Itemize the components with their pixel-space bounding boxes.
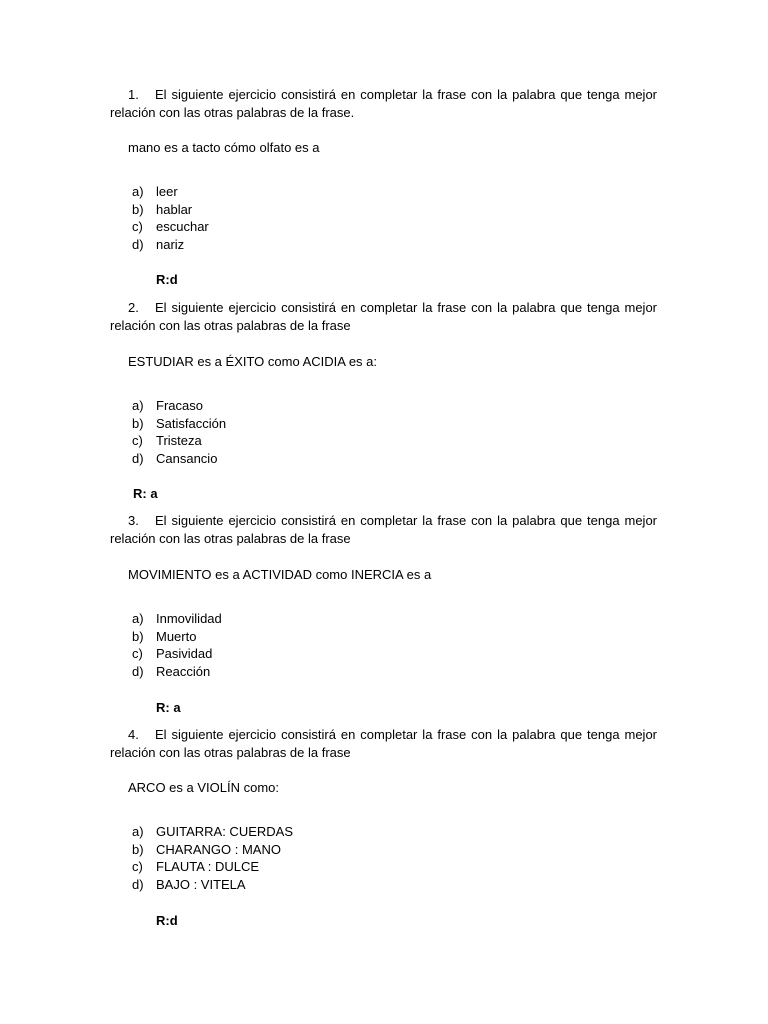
option-letter: a)	[132, 398, 144, 413]
question-1-answer: R:d	[156, 272, 178, 287]
option-text: Inmovilidad	[156, 611, 222, 626]
option-letter: a)	[132, 184, 144, 199]
question-4-answer: R:d	[156, 913, 178, 928]
question-4-stem-line1: El siguiente ejercicio consistirá en completar la frase con la palabra que tenga mejor	[155, 727, 657, 742]
option-letter: b)	[132, 415, 144, 431]
option-text: hablar	[156, 201, 193, 217]
question-1-prompt: mano es a tacto cómo olfato es a	[128, 140, 320, 155]
option-letter: b)	[132, 841, 144, 857]
question-4-stem-line2: relación con las otras palabras de la frase	[110, 744, 351, 760]
option-item	[132, 823, 293, 841]
option-item	[132, 450, 226, 468]
option-item	[132, 183, 209, 201]
question-3-prompt: MOVIMIENTO es a ACTIVIDAD como INERCIA es a	[128, 567, 432, 582]
option-text: Reacción	[156, 663, 211, 679]
question-2-stem	[110, 299, 657, 334]
option-letter: d)	[132, 876, 144, 892]
option-letter: d)	[132, 236, 144, 252]
option-text: Cansancio	[156, 450, 218, 466]
question-4-number: 4.	[128, 727, 139, 742]
option-text: Tristeza	[156, 433, 202, 449]
option-letter: b)	[132, 201, 144, 217]
question-3-stem-line1: El siguiente ejercicio consistirá en completar la frase con la palabra que tenga mejor	[155, 513, 657, 528]
option-letter: d)	[132, 663, 144, 679]
option-item	[132, 236, 209, 254]
option-text: leer	[156, 184, 178, 199]
option-letter: c)	[132, 859, 143, 875]
option-text: Muerto	[156, 628, 197, 644]
question-3-stem	[110, 512, 657, 547]
option-letter: a)	[132, 611, 144, 626]
question-3-options	[132, 610, 222, 680]
option-letter: c)	[132, 219, 143, 235]
option-text: Fracaso	[156, 398, 203, 413]
option-letter: a)	[132, 824, 144, 839]
question-1-options	[132, 183, 209, 253]
option-letter: d)	[132, 450, 144, 466]
question-4-prompt: ARCO es a VIOLÍN como:	[128, 780, 279, 795]
option-item	[132, 858, 293, 876]
option-letter: c)	[132, 646, 143, 662]
option-text: GUITARRA: CUERDAS	[156, 824, 293, 839]
option-text: BAJO : VITELA	[156, 876, 246, 892]
option-item	[132, 628, 222, 646]
question-2-number: 2.	[128, 300, 139, 315]
option-text: CHARANGO : MANO	[156, 841, 281, 857]
option-text: Pasividad	[156, 646, 213, 662]
option-item	[132, 645, 222, 663]
option-item	[132, 201, 209, 219]
question-1-stem-line2: relación con las otras palabras de la frase.	[110, 104, 355, 120]
question-3-answer: R: a	[156, 700, 181, 715]
option-item	[132, 218, 209, 236]
option-text: nariz	[156, 236, 185, 252]
option-text: FLAUTA : DULCE	[156, 859, 260, 875]
option-letter: b)	[132, 628, 144, 644]
option-item	[132, 397, 226, 415]
question-1-number: 1.	[128, 87, 139, 102]
question-3-stem-line2: relación con las otras palabras de la frase	[110, 530, 351, 546]
question-2-answer: R: a	[133, 486, 158, 501]
option-item	[132, 663, 222, 681]
option-item	[132, 876, 293, 894]
option-text: escuchar	[156, 219, 209, 235]
question-2-prompt: ESTUDIAR es a ÉXITO como ACIDIA es a:	[128, 354, 378, 369]
question-2-options	[132, 397, 226, 467]
option-text: Satisfacción	[156, 415, 227, 431]
question-1-stem	[110, 86, 657, 121]
option-item	[132, 432, 226, 450]
question-2-stem-line2: relación con las otras palabras de la frase	[110, 317, 351, 333]
question-4-options	[132, 823, 293, 893]
question-4-stem	[110, 726, 657, 761]
option-letter: c)	[132, 433, 143, 449]
option-item	[132, 841, 293, 859]
option-item	[132, 610, 222, 628]
question-1-stem-line1: El siguiente ejercicio consistirá en completar la frase con la palabra que tenga mejor	[155, 87, 657, 102]
question-2-stem-line1: El siguiente ejercicio consistirá en completar la frase con la palabra que tenga mejor	[155, 300, 657, 315]
question-3-number: 3.	[128, 513, 139, 528]
option-item	[132, 415, 226, 433]
